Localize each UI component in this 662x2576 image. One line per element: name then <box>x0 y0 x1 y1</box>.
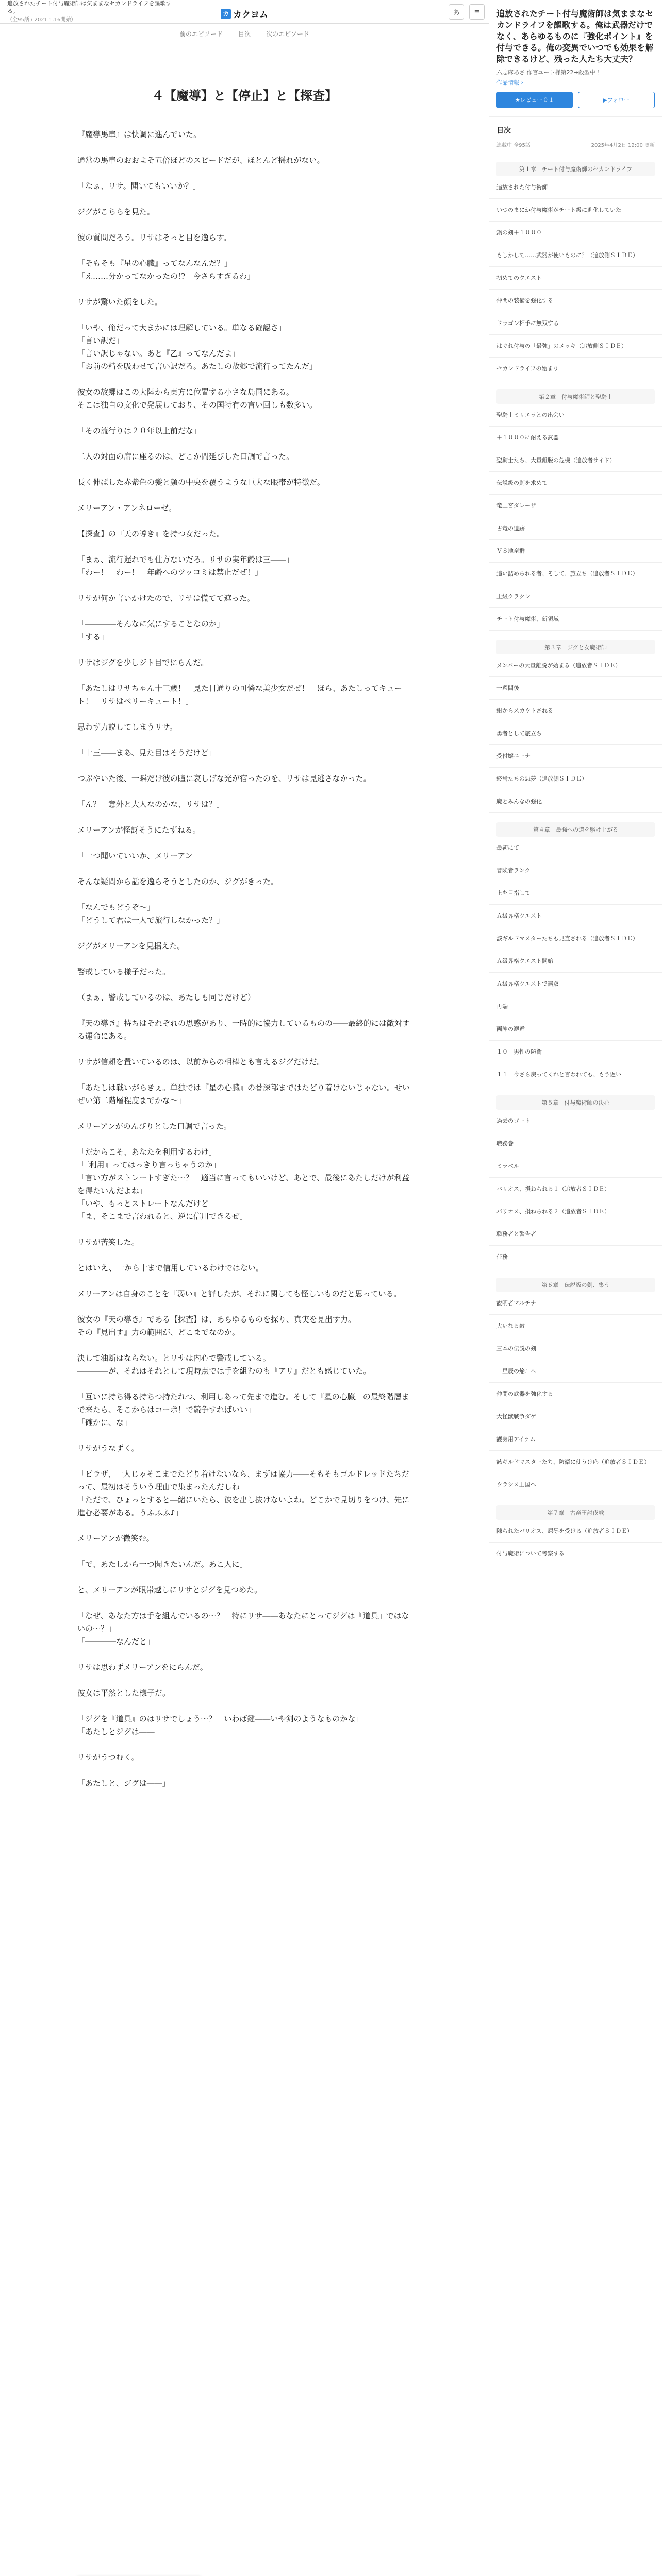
body-paragraph <box>77 1674 411 1687</box>
body-paragraph <box>77 1107 411 1120</box>
body-paragraph: 「ま、そこまで言われると、逆に信用できるぜ」 <box>77 1212 247 1221</box>
body-paragraph: リサが苦笑した。 <box>77 1238 139 1247</box>
episode-title: ４【魔導】と【停止】と【探査】 <box>152 88 337 103</box>
toc-episode-link[interactable]: 一週間後 <box>489 677 662 700</box>
body-paragraph: ――――が、それはそれとして現時点では手を組むのも『アリ』だとも感じていた。 <box>77 1366 371 1376</box>
body-paragraph <box>77 1339 411 1352</box>
body-paragraph <box>77 1133 411 1146</box>
toc-episode-link[interactable]: セカンドライフの始まり <box>489 358 662 380</box>
toc-episode-link[interactable]: ＋１０００に耐える武器 <box>489 427 662 449</box>
episode-nav <box>0 24 489 44</box>
body-paragraph <box>77 837 411 850</box>
body-paragraph <box>77 141 411 154</box>
body-paragraph <box>77 540 411 553</box>
body-paragraph: リサは思わずメリーアンをにらんだ。 <box>77 1663 208 1672</box>
body-paragraph: 「一つ聞いていいか、メリーアン」 <box>77 851 201 860</box>
body-paragraph: リサはジグを少しジト目でにらんだ。 <box>77 658 209 667</box>
toc-status: 連載中 全95話 <box>496 143 531 148</box>
toc-episode-link[interactable]: 初めてのクエスト <box>489 267 662 290</box>
prev-episode-link[interactable]: 前のエピソード <box>179 30 223 38</box>
toc-episode-link[interactable]: Ａ級昇格クエスト開始 <box>489 950 662 973</box>
toc-episode-link[interactable]: 上級クラクン <box>489 585 662 608</box>
toc-episode-link[interactable]: 任務 <box>489 1246 662 1268</box>
toc-episode-link[interactable]: 三本の伝説の剣 <box>489 1337 662 1360</box>
body-paragraph: 「あたしとジグは――」 <box>77 1727 162 1736</box>
header-sub: （全95話 / 2021.1.16開始） <box>7 17 76 23</box>
body-paragraph: 警戒している様子だった。 <box>77 967 171 976</box>
body-paragraph: 「ピラザ、一人じゃそこまでたどり着けないなら、まずは協力――そもそもゴルドレッドたちだって、最初はそういう理由で集まったんだしね」 <box>77 1469 409 1492</box>
episode-body <box>0 128 489 1790</box>
body-paragraph: メリーアンが微笑む。 <box>77 1534 154 1543</box>
body-paragraph: 長く伸ばした赤紫色の髪と顔の中央を覆うような巨大な眼帯が特徴だ。 <box>77 478 325 487</box>
body-paragraph: 「――――そんなに気にすることなのか」 <box>77 619 225 629</box>
body-paragraph: ジグがメリーアンを見据えた。 <box>77 941 185 951</box>
body-paragraph: 「――――なんだと」 <box>77 1637 155 1646</box>
logo-icon: カ <box>221 9 231 19</box>
body-paragraph: 「言い訳じゃない。あと『乙』ってなんだよ」 <box>77 349 240 358</box>
toc-episode-link[interactable]: 追い詰められる者、そして、旅立ち（追放者ＳＩＤＥ） <box>489 563 662 585</box>
body-paragraph: 「そもそも『星の心臓』ってなんなんだ？」 <box>77 259 233 268</box>
body-paragraph: 「あたしはリサちゃん十三歳！ 見た目通りの可憐な美少女だぜ！ ほら、あたしってキュート！ リサはベリーキュート！」 <box>77 684 402 706</box>
toc-chapter-heading: 第６章 伝説級の剣、集う <box>496 1278 655 1292</box>
body-paragraph <box>77 1223 411 1236</box>
toc-episode-link[interactable]: 鍋の剣＋１０００ <box>489 222 662 244</box>
body-paragraph: と、メリーアンが眼帯越しにリサとジグを見つめた。 <box>77 1585 262 1595</box>
body-paragraph <box>77 1069 411 1081</box>
body-paragraph: 彼女の故郷はこの大陸から東方に位置する小さな島国にある。 <box>77 387 294 397</box>
toc-episode-link[interactable]: 両陣の邂逅 <box>489 1018 662 1041</box>
body-paragraph: 「いや、もっとストレートなんだけど」 <box>77 1199 217 1208</box>
toc-episode-link[interactable]: 伝説級の剣を求めて <box>489 472 662 495</box>
body-paragraph: 「ん？ 意外と大人なのかな、リサは？」 <box>77 800 224 809</box>
toc-chapter-heading: 第５章 付与魔術師の決心 <box>496 1095 655 1110</box>
toc-episode-link[interactable]: 聖騎士たち、大量離脱の危機（追放者サイド） <box>489 449 662 472</box>
body-paragraph: 通常の馬車のおおよそ五倍ほどのスピードだが、ほとんど揺れがない。 <box>77 156 325 165</box>
body-paragraph: リサがうなずく。 <box>77 1444 139 1453</box>
body-paragraph: 「わー！ わー！ 年齢へのツッコミは禁止だぜ！」 <box>77 568 263 577</box>
toc-chapter-heading: 第７章 古竜王討伐戦 <box>496 1505 655 1520</box>
follow-button[interactable]: ▶フォロー <box>578 92 655 108</box>
menu-icon[interactable]: ≡ <box>469 4 485 20</box>
body-paragraph <box>77 579 411 592</box>
body-paragraph <box>77 309 411 321</box>
body-paragraph: 決して油断はならない。とリサは内心で警戒している。 <box>77 1353 271 1363</box>
body-paragraph <box>77 1519 411 1532</box>
toc-episode-link[interactable]: 陳られたバリオス、屈辱を受ける（追放者ＳＩＤＥ） <box>489 1520 662 1543</box>
toc-episode-link[interactable]: バリオス、損ねられる１（追放者ＳＩＤＥ） <box>489 1178 662 1200</box>
next-episode-link[interactable]: 次のエピソード <box>266 30 310 38</box>
logo-text: カクヨム <box>233 10 268 20</box>
body-paragraph: 「確かに、な」 <box>77 1418 132 1427</box>
body-paragraph <box>77 283 411 296</box>
body-paragraph: リサがうつむく。 <box>77 1753 139 1762</box>
kakuyomu-logo[interactable] <box>221 7 268 20</box>
toc-episode-link[interactable]: 再端 <box>489 995 662 1018</box>
toc-episode-link[interactable]: 過去のゴート <box>489 1110 662 1132</box>
body-paragraph <box>77 734 411 747</box>
toc-list <box>489 162 662 1565</box>
toc-episode-link[interactable]: 説明者マルチナ <box>489 1292 662 1315</box>
body-paragraph <box>77 437 411 450</box>
header-title-text[interactable]: 追放されたチート付与魔術師は気ままなセカンドライフを謳歌する。 <box>7 0 172 14</box>
body-paragraph: 「え……分かってなかったの!? 今さらすぎるわ」 <box>77 272 255 281</box>
toc-episode-link[interactable]: 聖騎士ミリエラとの出会い <box>489 404 662 427</box>
body-paragraph: 「ジグを『道具』のはリサでしょう～？ いわば鍵――いや剣のようなものかな」 <box>77 1714 363 1723</box>
body-paragraph: 彼女は平然とした様子だ。 <box>77 1688 171 1698</box>
toc-episode-link[interactable]: ミラベル <box>489 1155 662 1178</box>
body-paragraph: 【探査】の『天の導き』を持つ女だった。 <box>77 529 225 538</box>
body-paragraph <box>77 1648 411 1661</box>
body-paragraph <box>77 643 411 656</box>
body-paragraph: 彼の質問だろう。リサはそっと目を逸らす。 <box>77 233 231 242</box>
body-paragraph: その『見出す』力の範囲が、どこまでなのか。 <box>77 1328 240 1337</box>
toc-episode-link[interactable]: 職務者と警告者 <box>489 1223 662 1246</box>
body-paragraph <box>77 463 411 476</box>
body-paragraph <box>77 1571 411 1584</box>
body-paragraph: 「で、あたしから一つ聞きたいんだ。あこ人に」 <box>77 1560 247 1569</box>
body-paragraph: 「お前の精を吸わせて言い訳だろ。あたしの故郷で流行ってたんだ」 <box>77 362 318 371</box>
body-paragraph: 「だからこそ、あなたを利用するわけ」 <box>77 1147 217 1157</box>
body-paragraph: 「どうして君は一人で旅行しなかった？」 <box>77 916 225 925</box>
toc-episode-link[interactable]: 上を目指して <box>489 882 662 905</box>
toc-episode-link[interactable]: ＶＳ地竜群 <box>489 540 662 563</box>
body-paragraph <box>77 1249 411 1262</box>
toc-episode-link[interactable]: チート付与魔術、新領域 <box>489 608 662 631</box>
toc-episode-link[interactable]: 最初にて <box>489 837 662 859</box>
font-size-icon[interactable]: あ <box>449 4 464 20</box>
body-paragraph <box>77 1429 411 1442</box>
body-paragraph <box>77 888 411 901</box>
body-paragraph <box>77 1275 411 1287</box>
toc-chapter-heading: 第３章 ジグと女魔術師 <box>496 640 655 654</box>
body-paragraph <box>77 515 411 528</box>
toc-episode-link[interactable]: 大怪獣戦争ダゲ <box>489 1405 662 1428</box>
body-paragraph <box>77 1455 411 1468</box>
body-paragraph <box>77 669 411 682</box>
body-paragraph: リサが何か言いかけたので、リサは慌てて遮った。 <box>77 594 255 603</box>
body-paragraph <box>77 708 411 721</box>
body-paragraph: 「ただで、ひょっとすると―緒にいたら、彼を出し抜けないよね。どこかで見切りをつけ、先に進む必要がある。うふふふ♪」 <box>77 1495 410 1517</box>
body-paragraph <box>77 193 411 206</box>
body-paragraph <box>77 862 411 875</box>
body-paragraph: リサが驚いた顔をした。 <box>77 297 162 307</box>
toc-episode-link[interactable]: 該ギルドマスターたちも見直される（追放者ＳＩＤＥ） <box>489 927 662 950</box>
body-paragraph <box>77 605 411 618</box>
toc-episode-link[interactable]: 魔とみんなの強化 <box>489 790 662 813</box>
sidebar-author[interactable]: 六志麻あさ 作官ユート様第22→殺型中 ！ <box>496 69 603 76</box>
body-paragraph: 「なぁ、リサ。聞いてもいいか？」 <box>77 181 201 191</box>
toc-episode-link[interactable]: 『星辰の焔』へ <box>489 1360 662 1383</box>
toc-episode-link[interactable]: はぐれ付与の「最強」のメッキ（追放側ＳＩＤＥ） <box>489 335 662 358</box>
body-paragraph <box>77 811 411 824</box>
body-paragraph: 「互いに持ち得る持ちつ持たれつ、利用しあって先まで進む。そして『星の心臓』の最終階層まで来たら、そこからはコーポ！で競争すればいい」 <box>77 1392 409 1414</box>
body-paragraph: 彼女の『天の導き』である【探査】は、あらゆるものを探り、真実を見出す力。 <box>77 1315 356 1324</box>
body-paragraph <box>77 373 411 386</box>
toc-episode-link[interactable]: 受付嬢ニーナ <box>489 745 662 768</box>
body-paragraph: メリーアンが怪訝そうにたずねる。 <box>77 825 201 835</box>
body-paragraph: 二人の対面の席に座るのは、どこか間延びした口調で言った。 <box>77 452 294 461</box>
body-paragraph: つぶやいた後、一瞬だけ彼の瞳に哀しげな光が宿ったのを、リサは見逃さなかった。 <box>77 774 371 783</box>
toc-chapter-heading: 第２章 付与魔術師と聖騎士 <box>496 389 655 404</box>
toc-episode-link[interactable]: 付与魔術について考察する <box>489 1543 662 1565</box>
body-paragraph: 「まぁ、流行遅れでも仕方ないだろ。リサの実年齢は三――」 <box>77 555 294 564</box>
body-paragraph <box>77 218 411 231</box>
body-paragraph: ジグがこちらを見た。 <box>77 207 155 216</box>
toc-episode-link[interactable]: 該ギルドマスターたち、防衛に使うけ応（追放者ＳＩＤＥ） <box>489 1451 662 1473</box>
body-paragraph <box>77 1300 411 1313</box>
toc-episode-link[interactable]: メンバーの大量離脱が始まる（追放者ＳＩＤＥ） <box>489 654 662 677</box>
toc-episode-link[interactable]: 職務巻 <box>489 1132 662 1155</box>
toc-episode-link[interactable]: 紺からスカウトされる <box>489 700 662 722</box>
body-paragraph: リサが信頼を置いているのは、以前からの相棒とも言えるジグだけだ。 <box>77 1057 325 1066</box>
toc-episode-link[interactable]: １１ 今さら戻ってくれと言われても、もう遅い <box>489 1063 662 1086</box>
body-paragraph <box>77 927 411 940</box>
toc-episode-link[interactable]: 竜王宮ダレーザ <box>489 495 662 517</box>
toc-link[interactable]: 目次 <box>238 30 251 38</box>
body-paragraph: 「『利用』ってはっきり言っちゃうのか」 <box>77 1160 221 1170</box>
body-paragraph: メリーアンがのんびりとした口調で言った。 <box>77 1122 231 1131</box>
body-paragraph <box>77 167 411 180</box>
body-paragraph: そんな疑問から話を逸らそうとしたのか、ジグがきった。 <box>77 877 278 886</box>
body-paragraph <box>77 1738 411 1751</box>
toc-chapter-heading: 第１章 チート付与魔術師のセカンドライフ <box>496 162 655 176</box>
body-paragraph <box>77 1545 411 1558</box>
toc-episode-link[interactable]: Ａ級昇格クエスト <box>489 905 662 927</box>
body-paragraph <box>77 953 411 965</box>
body-paragraph: そこは独自の文化で発展しており、その国特有の言い回しも数多い。 <box>77 400 318 410</box>
body-paragraph: 「その流行りは２０年以上前だな」 <box>77 426 202 435</box>
toc-episode-link[interactable]: １０ 男性の防衛 <box>489 1041 662 1063</box>
toc-episode-link[interactable]: バリオス、損ねられる２（追放者ＳＩＤＥ） <box>489 1200 662 1223</box>
body-paragraph: 「する」 <box>77 632 109 641</box>
body-paragraph <box>77 785 411 798</box>
body-paragraph <box>77 489 411 502</box>
body-paragraph <box>77 244 411 257</box>
body-paragraph: メリーアンは自身のことを『弱い』と評したが、それに関しても怪しいものだと思っている。 <box>77 1289 402 1298</box>
toc-episode-link[interactable]: ウラシス王国へ <box>489 1473 662 1496</box>
toc-episode-link[interactable]: もしかして……武器が使いものに？（追放側ＳＩＤＥ） <box>489 244 662 267</box>
body-paragraph: 「十三――まあ、見た目はそうだけど」 <box>77 748 217 757</box>
body-paragraph: 「あたしは戦いがらきぇ。単独では『星の心臓』の番深部まではたどり着けないじゃない。せいぜい第二階層程度までかな～」 <box>77 1083 410 1105</box>
body-paragraph <box>77 1700 411 1713</box>
body-paragraph: （まぁ、警戒しているのは、あたしも同じだけど） <box>77 993 256 1002</box>
work-info-link[interactable]: 作品情報 › <box>496 79 523 86</box>
toc-episode-link[interactable]: 勇者として旅立ち <box>489 722 662 745</box>
body-paragraph <box>77 1378 411 1391</box>
body-paragraph: 思わず力説してしまうリサ。 <box>77 722 177 732</box>
body-paragraph: 『天の導き』持ちはそれぞれの思惑があり、一時的に協力しているものの――最終的には敵対する運命にある。 <box>77 1019 410 1041</box>
body-paragraph <box>77 1043 411 1056</box>
body-paragraph: 「言い訳だ」 <box>77 336 124 345</box>
top-bar <box>0 0 489 24</box>
toc-episode-link[interactable]: 仲間の武器を強化する <box>489 1383 662 1405</box>
body-paragraph: 『魔導馬車』は快調に進んでいた。 <box>77 130 202 139</box>
body-paragraph: 「言い方がストレートすぎた～？ 適当に言ってもいいけど、あとで、最後にあたしだけが利益を得たいんだよね」 <box>77 1173 410 1195</box>
toc-episode-link[interactable]: 冒険者ランク <box>489 859 662 882</box>
body-paragraph <box>77 1764 411 1777</box>
body-paragraph: メリーアン・アンネローゼ。 <box>77 503 177 513</box>
toc-date: 2025年4月2日 12:00 更新 <box>591 143 655 148</box>
toc-episode-link[interactable]: 護身用アイテム <box>489 1428 662 1451</box>
sidebar-work-title[interactable]: 追放されたチート付与魔術師は気ままなセカンドライフを謳歌する。俺は武器だけでなく、あらゆるものに『強化ポイント』を付与できる。俺の変異でいつでも効果を解除できるけど、残った人たち大丈夫？ <box>496 9 654 64</box>
toc-episode-link[interactable]: 追放された付与術師 <box>489 176 662 199</box>
body-paragraph <box>77 759 411 772</box>
body-paragraph <box>77 1597 411 1609</box>
toc-episode-link[interactable]: 仲間の装備を強化する <box>489 290 662 312</box>
toc-episode-link[interactable]: 終焉たちの悪夢（追放側ＳＩＤＥ） <box>489 768 662 790</box>
review-button[interactable]: ★レビュー０１ <box>496 92 573 108</box>
toc-episode-link[interactable]: いつのまにか付与魔術がチート級に進化していた <box>489 199 662 222</box>
body-paragraph: とはいえ、一から十まで信用しているわけではない。 <box>77 1263 263 1273</box>
body-paragraph <box>77 978 411 991</box>
header-work-title[interactable] <box>7 0 177 24</box>
toc-episode-link[interactable]: Ａ級昇格クエストで無双 <box>489 973 662 995</box>
body-paragraph <box>77 412 411 425</box>
body-paragraph: 「あたしと、ジグは――」 <box>77 1778 170 1788</box>
toc-episode-link[interactable]: ドラゴン相手に無双する <box>489 312 662 335</box>
body-paragraph: 「なんでもどうぞ～」 <box>77 903 155 912</box>
body-paragraph <box>77 1004 411 1017</box>
toc-episode-link[interactable]: 大いなる敵 <box>489 1315 662 1337</box>
toc-title: 目次 <box>496 127 511 135</box>
toc-episode-link[interactable]: 古竜の遺跡 <box>489 517 662 540</box>
body-paragraph: 「なぜ、あなた方は手を組んでいるの～？ 特にリサ――あなたにとってジグは『道具』ではないの～？」 <box>77 1611 409 1633</box>
toc-chapter-heading: 第４章 最強への道を駆け上がる <box>496 822 655 837</box>
body-paragraph: 「いや、俺だって大まかには理解している。単なる確認さ」 <box>77 323 286 332</box>
sidebar <box>489 0 662 2576</box>
